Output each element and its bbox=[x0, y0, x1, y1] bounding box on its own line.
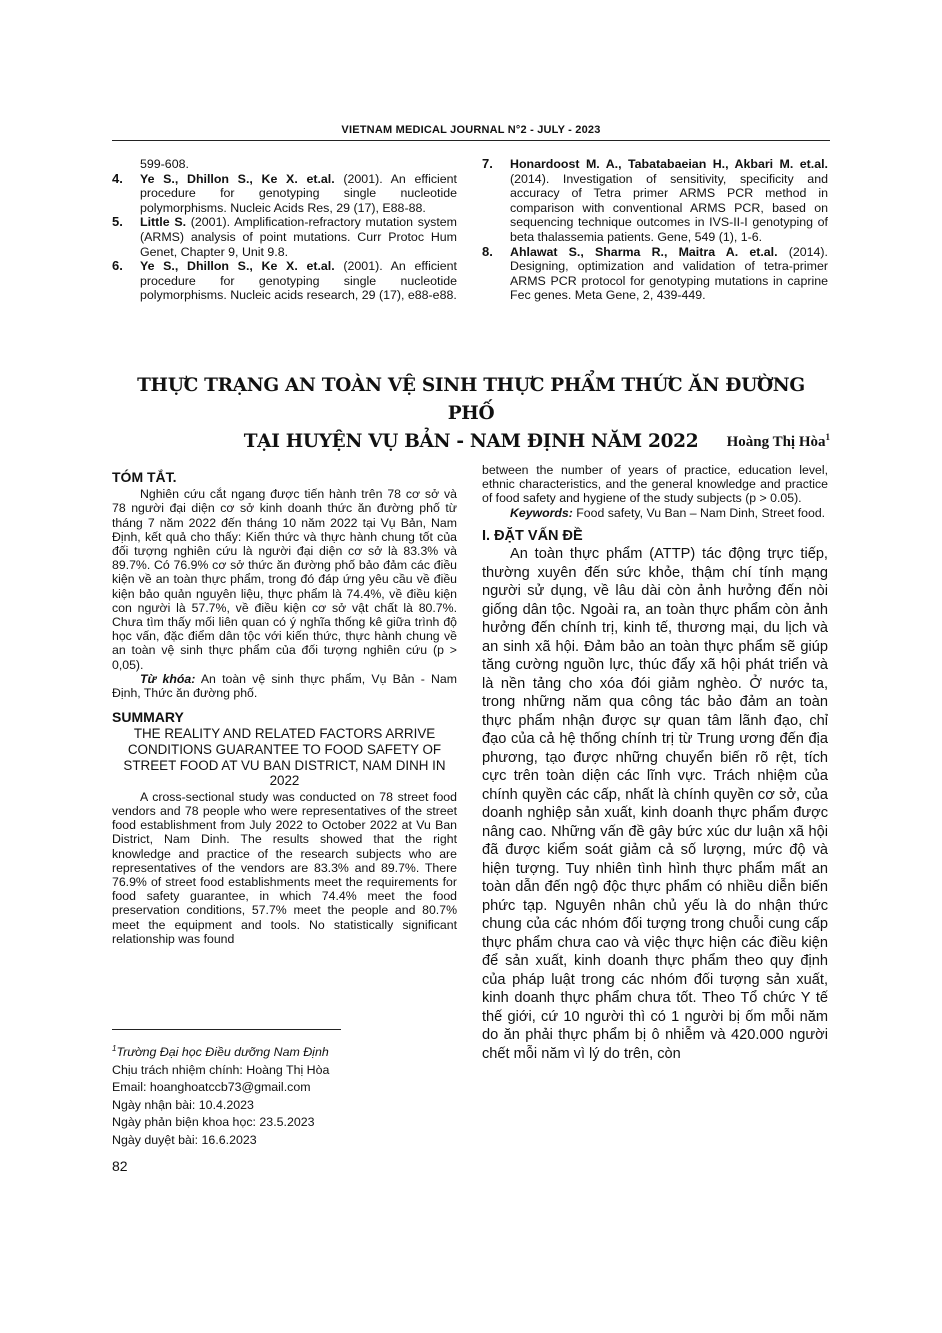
summary-heading: SUMMARY bbox=[112, 709, 184, 726]
footnote-reviewed: Ngày phản biện khoa học: 23.5.2023 bbox=[112, 1115, 315, 1130]
abstract-vi-keywords bbox=[112, 672, 457, 700]
footnote-received: Ngày nhận bài: 10.4.2023 bbox=[112, 1097, 254, 1112]
reference-item bbox=[112, 172, 457, 216]
reference-number: 8. bbox=[482, 243, 493, 259]
summary-body-continued: between the number of years of practice, education level, ethnic characteristics, and the general knowledge and practice of food safety and hygiene of the study subjects (p > 0.05). bbox=[482, 463, 828, 506]
section-body: An toàn thực phẩm (ATTP) tác động trực tiếp, thường xuyên đến sức khỏe, thậm chí tính mạng người sử dụng, về lâu dài còn ảnh hưởng đến nòi giống dân tộc. Ngoài ra, an toàn thực phẩm còn ảnh hưởng đến chính trị, kinh tế, thương mại, du lịch và an sinh xã hội. Đảm bảo an toàn thực phẩm sẽ giúp tăng cường nguồn lực, thúc đẩy xã hội phát triển và là nền tảng cho xóa đói giảm nghèo. Ở nước ta, trong những năm qua công tác bảo đảm an toàn thực phẩm nhận được sự quan tâm lãnh đạo, chỉ đạo của cả hệ thống chính trị từ Trung ương đến địa phương, tạo được những chuyển biến rõ rệt, tích cực trên toàn diện các lĩnh vực. Trách nhiệm của chính quyền các cấp, nhất là chính quyền cơ sở, của doanh nghiệp sản xuất, kinh doanh thực phẩm được nâng cao. Những vấn đề gây bức xúc dư luận xã hội đã được kiểm soát giảm cả số lượng, mức độ và hiện tượng. Tuy nhiên tình hình thực phẩm mất an toàn dẫn đến ngộ độc thực phẩm có nhiều diễn biến phức tạp. Nguyên nhân chủ yếu là do nhận thức chung của các nhóm đối tượng trong chuỗi cung cấp thực phẩm chưa cao và việc thực hiện các điều kiện để sản xuất, kinh doanh thực phẩm theo quy định của pháp luật trong các nhóm đối tượng sản xuất, kinh doanh thực phẩm chưa tốt. Theo Tổ chức Y tế thế giới, cứ 10 người thì có 1 người bị ốm mỗi năm do ăn phải thực phẩm bị ô nhiễm và 420.000 người chết mỗi năm vì lý do trên, còn bbox=[482, 546, 828, 1062]
reference-number: 6. bbox=[112, 258, 123, 274]
references-right bbox=[482, 157, 828, 303]
keywords-label: Từ khóa: bbox=[140, 671, 196, 686]
reference-authors: Honardoost M. A., Tabatabaeian H., Akbari M. et.al. bbox=[510, 157, 828, 171]
left-column bbox=[112, 470, 457, 946]
abstract-vi-heading: TÓM TẮT. bbox=[112, 469, 177, 485]
reference-continuation: 599-608. bbox=[140, 157, 189, 171]
author-name: Hoàng Thị Hòa bbox=[726, 434, 826, 450]
abstract-vi-body: Nghiên cứu cắt ngang được tiến hành trên 78 cơ sở và 78 người đại diện cơ sở kinh doanh thức ăn đường phố từ tháng 7 năm 2022 đến tháng 10 năm 2022 tại Vụ Bản, Nam Định, kết quả cho thấy: Kiến thức và thực hành chung tốt của đối tượng nghiên cứu là người đại diện cơ sở là 83.3% và 89.7%. Có 76.9% cơ sở thức ăn đường phố bảo đảm các điều kiện về an toàn thực phẩm, trong đó đáp ứng yêu cầu về điều kiện bảo quản nguyên liệu, thực phẩm là 74.4%, về điều kiện con người là 57.7%, về điều kiện cơ sở vật chất là 80.7%. Chưa tìm thấy mối liên quan có ý nghĩa thống kê giữa trình độ học vấn, đặc điểm dân tộc với kiến thức, thực hành chung về an toàn vệ sinh thực phẩm của đối tượng nghiên cứu (p > 0,05). bbox=[112, 487, 457, 672]
references-left bbox=[112, 157, 457, 303]
journal-header: VIETNAM MEDICAL JOURNAL N°2 - JULY - 2023 bbox=[341, 124, 601, 136]
reference-item bbox=[112, 215, 457, 259]
reference-authors: Ye S., Dhillon S., Ke X. et.al. bbox=[140, 171, 335, 186]
footnote-affiliation bbox=[112, 1040, 457, 1062]
reference-item bbox=[482, 245, 828, 303]
reference-text: (2014). Designing, optimization and validation of tetra-primer ARMS PCR protocol for genotyping mutations in caprine Fec genes. Meta Gene, 2, 439-449. bbox=[510, 244, 828, 303]
reference-authors: Little S. bbox=[140, 215, 187, 230]
footnote-mark: 1 bbox=[112, 1044, 117, 1053]
reference-text: (2001). An efficient procedure for genotyping single nucleotide polymorphisms. Nucleic acids research, 29 (17), e88-e88. bbox=[140, 259, 457, 303]
footnote-responsible: Chịu trách nhiệm chính: Hoàng Thị Hòa bbox=[112, 1062, 330, 1077]
keywords-label: Keywords: bbox=[510, 505, 573, 520]
footnotes bbox=[112, 1040, 457, 1149]
reference-number: 5. bbox=[112, 214, 123, 230]
header-divider bbox=[112, 140, 830, 141]
article-title-line-2: TẠI HUYỆN VỤ BẢN - NAM ĐỊNH NĂM 2022 bbox=[243, 431, 699, 452]
page-number: 82 bbox=[112, 1158, 128, 1174]
section-heading: I. ĐẶT VẤN ĐỀ bbox=[482, 527, 583, 544]
article-title-line-1: THỰC TRẠNG AN TOÀN VỆ SINH THỰC PHẨM THỨC ĂN ĐƯỜNG PHỐ bbox=[137, 375, 805, 424]
reference-number: 7. bbox=[482, 156, 493, 171]
keywords-text: An toàn vệ sinh thực phẩm, Vụ Bản - Nam Định, Thức ăn đường phố. bbox=[112, 671, 457, 701]
right-column bbox=[482, 463, 828, 1063]
reference-text: (2001). Amplification-refractory mutation system (ARMS) analysis of point mutations. Curr Protoc Hum Genet, Chapter 9, Unit 9.8. bbox=[140, 215, 458, 259]
summary-body: A cross-sectional study was conducted on 78 street food vendors and 78 people who were representatives of the street food establishment from July 2022 to October 2022 at Vu Ban District, Nam Dinh. The results showed that the right knowledge and practice of the research subjects who are representatives of the vendors are 83.3% and 89.7%. There 76.9% of street food establishments meet the requirements for food safety guarantee, in which 74.4% meet the food preservation conditions, 57.7% meet the people and 80.7% meet the equipment and tools. No statistically significant relationship was found bbox=[112, 789, 457, 946]
reference-authors: Ahlawat S., Sharma R., Maitra A. et.al. bbox=[510, 244, 778, 259]
keywords-text: Food safety, Vu Ban – Nam Dinh, Street food. bbox=[572, 505, 826, 520]
affiliation-text: Trường Đại học Điều dưỡng Nam Định bbox=[116, 1045, 329, 1060]
footnote-email: Email: hoanghoatccb73@gmail.com bbox=[112, 1080, 311, 1095]
reference-number: 4. bbox=[112, 170, 123, 186]
summary-title: THE REALITY AND RELATED FACTORS ARRIVE CONDITIONS GUARANTEE TO FOOD SAFETY OF STREET FOOD AT VU BAN DISTRICT, NAM DINH IN 2022 bbox=[123, 726, 446, 789]
reference-authors: Ye S., Dhillon S., Ke X. et.al. bbox=[140, 259, 335, 274]
reference-text: (2001). An efficient procedure for genotyping single nucleotide polymorphisms. Nucleic Acids Res, 29 (17), E88-88. bbox=[140, 171, 457, 215]
article-author bbox=[727, 432, 830, 451]
footnote-approved: Ngày duyệt bài: 16.6.2023 bbox=[112, 1132, 257, 1147]
summary-keywords bbox=[482, 506, 828, 520]
reference-text: (2014). Investigation of sensitivity, specificity and accuracy of Tetra primer ARMS PCR method in comparison with conventional ARMS PCR, based on sequencing technique outcomes in IVS-II-I genotyping of beta thalassemia patients. Gene, 549 (1), 1-6. bbox=[510, 171, 828, 244]
footnote-divider bbox=[112, 1029, 341, 1030]
article-title bbox=[112, 372, 830, 456]
reference-item bbox=[112, 259, 457, 303]
author-affiliation-mark: 1 bbox=[825, 432, 830, 442]
reference-item bbox=[482, 157, 828, 245]
